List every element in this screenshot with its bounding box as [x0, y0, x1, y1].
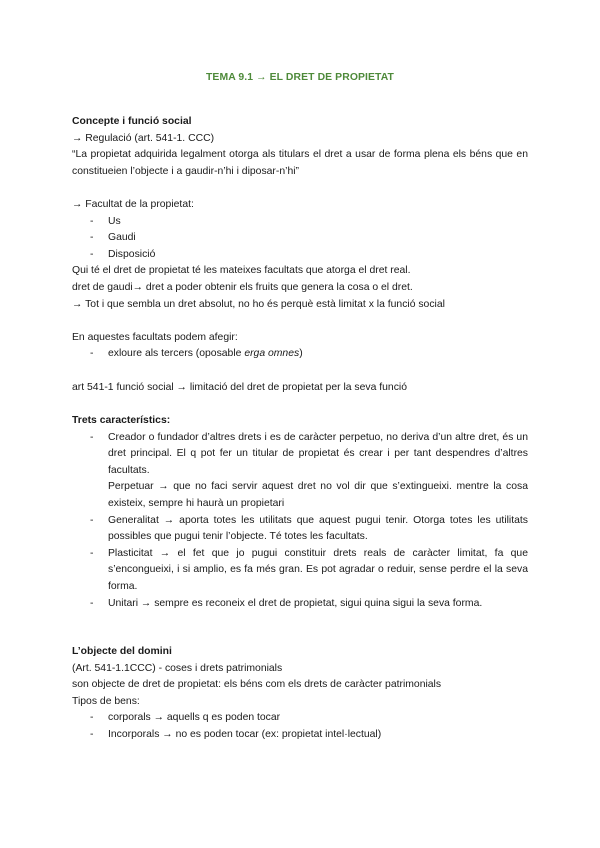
text-line: dret de gaudi→ dret a poder obtenir els fruits que genera la cosa o el dret.	[72, 281, 413, 293]
list-item: - Gaudi	[90, 232, 136, 244]
facultat-line: → Facultat de la propietat:	[72, 198, 194, 210]
list-item: - Plasticitat → el fet que jo pugui constituir drets reals de caràcter limitat, fa que s’encongueixi, i si amplio, es fa més gran. Es pot agradar o reduir, sense perdre el la seva forma.	[90, 547, 528, 592]
facultat-list	[72, 214, 528, 264]
list-item: - Disposició	[90, 248, 156, 260]
list-item: - Unitari → sempre es reconeix el dret de propietat, sigui quina sigui la seva forma.	[90, 597, 483, 609]
trets-list-cont	[72, 513, 528, 613]
text-line: art 541-1 funció social → limitació del dret de propietat per la seva funció	[72, 381, 407, 393]
text-line: En aquestes facultats podem afegir:	[72, 331, 238, 343]
document-title: TEMA 9.1 → EL DRET DE PROPIETAT	[205, 72, 395, 83]
text-line: Tipos de bens:	[72, 695, 140, 707]
list-item-continuation: Perpetuar → que no faci servir aquest dret no vol dir que s’extingueixi. mentre la cosa existeix, sempre hi haurà un propietari	[108, 481, 528, 509]
list-item: - Us	[90, 215, 121, 227]
list-item: - Generalitat → aporta totes les utilitats que aquest pugui tenir. Otorga totes les utilitats possibles que pugui tenir l’objecte. Té totes les facultats.	[90, 514, 528, 543]
blank-line	[72, 313, 528, 330]
list-item: - Creador o fundador d’altres drets i es de caràcter perpetuo, no deriva d’un altre dret, és un dret principal. El q pot fer un titular de propietat és crear i per tant despendres d’altres facultats.	[90, 431, 528, 476]
section-concepte	[72, 114, 528, 396]
section-heading: Trets característics:	[72, 415, 171, 426]
blank-line	[72, 180, 528, 197]
section-heading: L’objecte del domini	[72, 646, 172, 657]
text-line: son objecte de dret de propietat: els béns com els drets de caràcter patrimonials	[72, 679, 442, 691]
definition-quote: “La propietat adquirida legalment otorga als titulars el dret a usar de forma plena els béns que en constitueien l’objecte i a gaudir-n’hi i diposar-n’hi”	[72, 149, 528, 177]
list-item: - Incorporals → no es poden tocar (ex: propietat intel·lectual)	[90, 728, 382, 740]
section-objecte	[72, 644, 528, 744]
section-trets	[72, 413, 528, 612]
bens-list	[72, 710, 528, 743]
section-heading: Concepte i funció social	[72, 116, 192, 127]
list-item: - corporals → aquells q es poden tocar	[90, 712, 281, 724]
trets-list	[72, 430, 528, 480]
text-line: → Tot i que sembla un dret absolut, no ho és perquè està limitat x la funció social	[72, 298, 445, 310]
list-item: - exloure als tercers (oposable erga omnes)	[90, 348, 303, 360]
text-line: (Art. 541-1.1CCC) - coses i drets patrimonials	[72, 662, 283, 674]
blank-line	[72, 363, 528, 380]
afegir-list	[72, 346, 528, 363]
text-line: Qui té el dret de propietat té les mateixes facultats que atorga el dret real.	[72, 265, 411, 277]
regulation-line: → Regulació (art. 541-1. CCC)	[72, 132, 215, 144]
